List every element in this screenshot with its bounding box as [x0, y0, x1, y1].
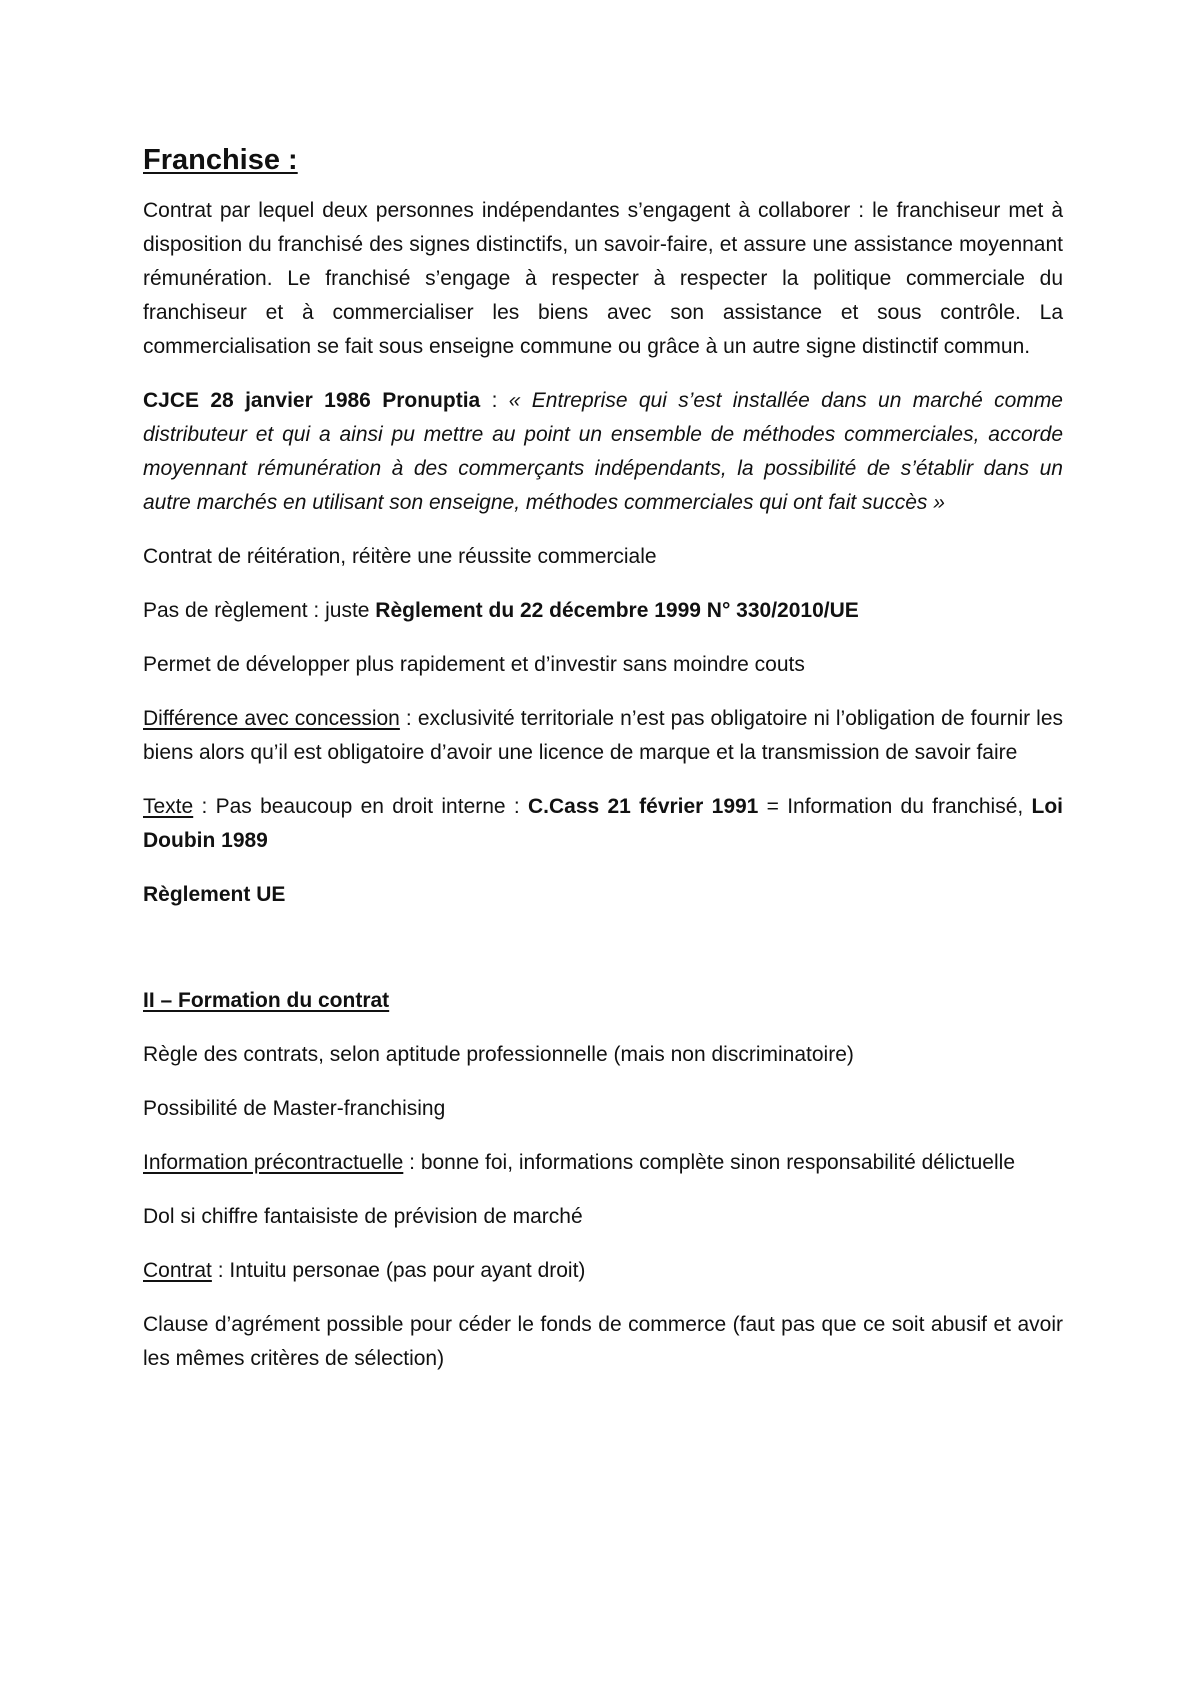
reglement-prefix: Pas de règlement : juste — [143, 599, 376, 622]
reglement-reference: Règlement du 22 décembre 1999 N° 330/2010/UE — [375, 599, 859, 622]
information-paragraph — [143, 1146, 1063, 1180]
texte-ccass-reference: C.Cass 21 février 1991 — [528, 795, 759, 818]
reiteration-paragraph: Contrat de réitération, réitère une réussite commerciale — [143, 545, 657, 568]
texte-label: Texte — [143, 795, 194, 818]
texte-loi-reference: Loi Doubin 1989 — [143, 795, 1063, 852]
section-heading: II – Formation du contrat — [143, 989, 390, 1012]
information-text: : bonne foi, informations complète sinon responsabilité délictuelle — [403, 1151, 1015, 1174]
reglement-paragraph — [143, 594, 1063, 628]
reglement-ue-paragraph: Règlement UE — [143, 883, 286, 906]
cjce-quote: « Entreprise qui s’est installée dans un marché comme distributeur et qui a ainsi pu mettre au point un ensemble de méthodes commerciales, accorde moyennant rémunération à des commerçants indépendants, la possibilité de s’établir dans un autre marchés en utilisant son enseigne, méthodes commerciales qui ont fait succès » — [143, 389, 1063, 514]
section-spacer — [143, 932, 1063, 984]
definition-paragraph: Contrat par lequel deux personnes indépendantes s’engagent à collaborer : le franchiseur met à disposition du franchisé des signes distinctifs, un savoir-faire, et assure une assistance moyennant rémunération. Le franchisé s’engage à respecter à respecter la politique commerciale du franchiseur et à commercialiser les biens avec son assistance et sous contrôle. La commercialisation se fait sous enseigne commune ou grâce à un autre signe distinctif commun. — [143, 199, 1063, 358]
contrat-paragraph — [143, 1254, 1063, 1288]
page-title: Franchise : — [143, 144, 298, 176]
regle-paragraph: Règle des contrats, selon aptitude professionnelle (mais non discriminatoire) — [143, 1043, 854, 1066]
contrat-text: : Intuitu personae (pas pour ayant droit) — [211, 1259, 586, 1282]
texte-paragraph — [143, 790, 1063, 858]
texte-prefix: : Pas beaucoup en droit interne : — [193, 795, 529, 818]
difference-paragraph — [143, 702, 1063, 770]
cjce-paragraph — [143, 384, 1063, 520]
information-label: Information précontractuelle — [143, 1151, 404, 1174]
difference-label: Différence avec concession — [143, 707, 400, 730]
cjce-reference: CJCE 28 janvier 1986 Pronuptia — [143, 389, 481, 412]
clause-paragraph: Clause d’agrément possible pour céder le fonds de commerce (faut pas que ce soit abusif et avoir les mêmes critères de sélection) — [143, 1313, 1063, 1370]
cjce-separator: : — [480, 389, 509, 412]
contrat-label: Contrat — [143, 1259, 212, 1282]
difference-text: : exclusivité territoriale n’est pas obligatoire ni l’obligation de fournir les biens alors qu’il est obligatoire d’avoir une licence de marque et la transmission de savoir faire — [143, 707, 1064, 764]
texte-middle: = Information du franchisé, — [758, 795, 1032, 818]
document-page — [143, 140, 1063, 1396]
dol-paragraph: Dol si chiffre fantaisiste de prévision de marché — [143, 1205, 583, 1228]
master-paragraph: Possibilité de Master-franchising — [143, 1097, 446, 1120]
developper-paragraph: Permet de développer plus rapidement et d’investir sans moindre couts — [143, 653, 805, 676]
